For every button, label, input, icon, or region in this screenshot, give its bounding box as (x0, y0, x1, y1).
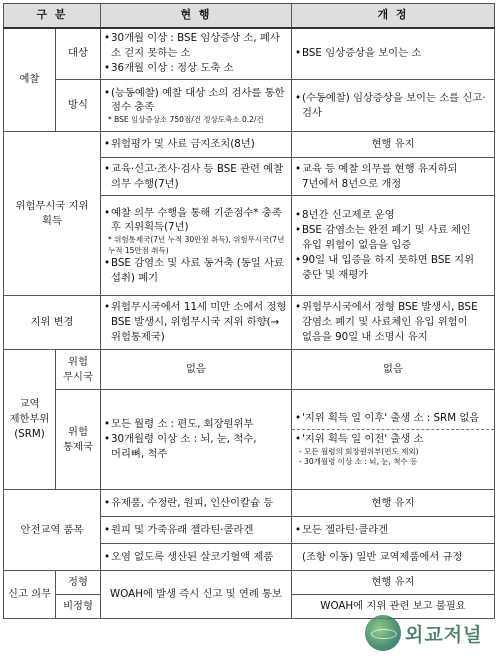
list-item: • 36개월 이상 : 정상 도축 소 (104, 61, 288, 76)
list-item: • (능동예찰) 예찰 대상 소의 검사를 통한 점수 충족 (104, 86, 288, 116)
trade-controlled-revised (292, 390, 495, 490)
prevention-target-row (4, 28, 495, 80)
report-typical-label: 정형 (56, 571, 101, 595)
status-row (4, 296, 495, 350)
risk-label: 위험무시국 지위 획득 (4, 132, 101, 296)
globe-icon (365, 615, 401, 651)
risk-2-revised (292, 158, 495, 196)
list-item: • BSE 임상증상을 보이는 소 (295, 46, 491, 61)
status-revised (292, 296, 495, 350)
prevention-target-revised (292, 28, 495, 80)
risk-3-revised (292, 196, 495, 296)
list-item: • 위험무시국에서 11세 미만 소에서 정형 BSE 발생시, 위험무시국 지위 하향(→ 위험통제국) (104, 300, 288, 345)
header-category: 구 분 (4, 4, 101, 28)
risk-1-current (101, 132, 292, 158)
list-item: • '지위 획득 일 이후' 출생 소 : SRM 없음 (295, 411, 491, 426)
report-typical-revised: 현행 유지 (292, 571, 495, 595)
list-item: • BSE 감염소는 완전 폐기 및 사료 체인 유입 위험이 없음을 입증 (295, 223, 491, 253)
footnote: - 30개월령 이상 소 : 뇌, 눈, 척수 등 (299, 457, 418, 467)
trade-controlled-row (4, 390, 495, 490)
list-item: (조항 이동) 일반 교역제품에서 규정 (302, 550, 463, 563)
prevention-method-current (101, 80, 292, 132)
table-header-row (4, 4, 495, 28)
risk-1-revised: 현행 유지 (292, 132, 495, 158)
risk-row-1 (4, 132, 495, 158)
prevention-target-current (101, 28, 292, 80)
list-item: • 교육·신고·조사·검사 등 BSE 관련 예찰 의무 수행(7년) (104, 162, 288, 192)
list-item: • 30개월령 이상 소 : 뇌, 눈, 척수, 머리뼈, 척주 (104, 432, 288, 462)
trade-label: 교역 제한부위 (SRM) (4, 350, 56, 490)
trade-controlled-label: 위험 통제국 (56, 390, 101, 490)
report-atypical-label: 비정형 (56, 595, 101, 619)
safe-2-current (101, 517, 292, 544)
prevention-target-label: 대상 (56, 28, 101, 80)
list-item: • 교육 등 예찰 의무를 현행 유지하되 7년에서 8년으로 개정 (295, 162, 491, 192)
list-item: • 30개월 이상 : BSE 임상증상 소, 폐사 소 걷지 못하는 소 (104, 31, 288, 61)
list-item: • 8년간 신고제로 운영 (295, 208, 491, 223)
report-typical-current: WOAH에 발생 즉시 신고 및 연례 통보 (101, 571, 292, 619)
status-current (101, 296, 292, 350)
list-item: • 유제품, 수정란, 원피, 인산이칼슘 등 (104, 496, 288, 511)
trade-controlled-current (101, 390, 292, 490)
status-label: 지위 변경 (4, 296, 101, 350)
list-item: • 90일 내 입증을 하지 못하면 BSE 지위 중단 및 재평가 (295, 253, 491, 283)
footnote: - 모든 월령의 회장원위부(편도 제외) (299, 447, 419, 457)
safe-1-revised: 현행 유지 (292, 490, 495, 517)
watermark-text: 외교저널 (405, 623, 483, 646)
trade-negligible-row (4, 350, 495, 390)
report-label: 신고 의무 (4, 571, 56, 619)
list-item: • 원피 및 가죽유래 젤라틴·콜라겐 (104, 523, 288, 538)
list-item: • 위험무시국에서 정형 BSE 발생시, BSE 감염소 폐기 및 사료체인 유입 위험이 없음을 90일 내 소명시 유지 (295, 300, 491, 345)
risk-3-current (101, 196, 292, 296)
list-item: • 모든 젤라틴·콜라겐 (295, 523, 491, 538)
safe-3-current (101, 544, 292, 571)
safe-1-current (101, 490, 292, 517)
list-item: • 모든 월령 소 : 편도, 회장원위부 (104, 417, 288, 432)
risk-2-current (101, 158, 292, 196)
report-atypical-revised: WOAH에 지위 관련 보고 불필요 (292, 595, 495, 619)
safe-row-1 (4, 490, 495, 517)
footnote: * BSE 임상증상소 750점/건 정상도축소 0.2/건 (108, 115, 264, 125)
prevention-method-row (4, 80, 495, 132)
list-item: • BSE 감염소 및 사료 동거축 (동일 사료 섭취) 폐기 (104, 256, 288, 286)
prevention-method-revised (292, 80, 495, 132)
header-revised: 개 정 (292, 4, 495, 28)
safe-3-revised (292, 544, 495, 571)
list-item: • 위험평가 및 사료 금지조치(8년) (104, 137, 288, 152)
list-item: • 오염 없도록 생산된 살코기혈액 제품 (104, 550, 288, 565)
list-item: • (수동예찰) 임상증상을 보이는 소를 신고·검사 (295, 91, 491, 121)
report-typical-row (4, 571, 495, 595)
list-item: • '지위 획득 일 이전' 출생 소 (295, 432, 491, 447)
comparison-table (3, 3, 495, 619)
prevention-label: 예찰 (4, 28, 56, 132)
footnote: * 위험통제국(7년 누적 30만점 취득), 위험무시국(7년 누적 15만점 취득) (108, 235, 285, 255)
safe-label: 안전교역 품목 (4, 490, 101, 571)
prevention-method-label: 방식 (56, 80, 101, 132)
list-item: • 예찰 의무 수행을 통해 기준점수* 충족 후 지위획득(7년) (104, 206, 288, 236)
trade-negligible-current: 없음 (101, 350, 292, 390)
trade-negligible-label: 위험 무시국 (56, 350, 101, 390)
trade-negligible-revised: 없음 (292, 350, 495, 390)
header-current: 현 행 (101, 4, 292, 28)
safe-2-revised (292, 517, 495, 544)
